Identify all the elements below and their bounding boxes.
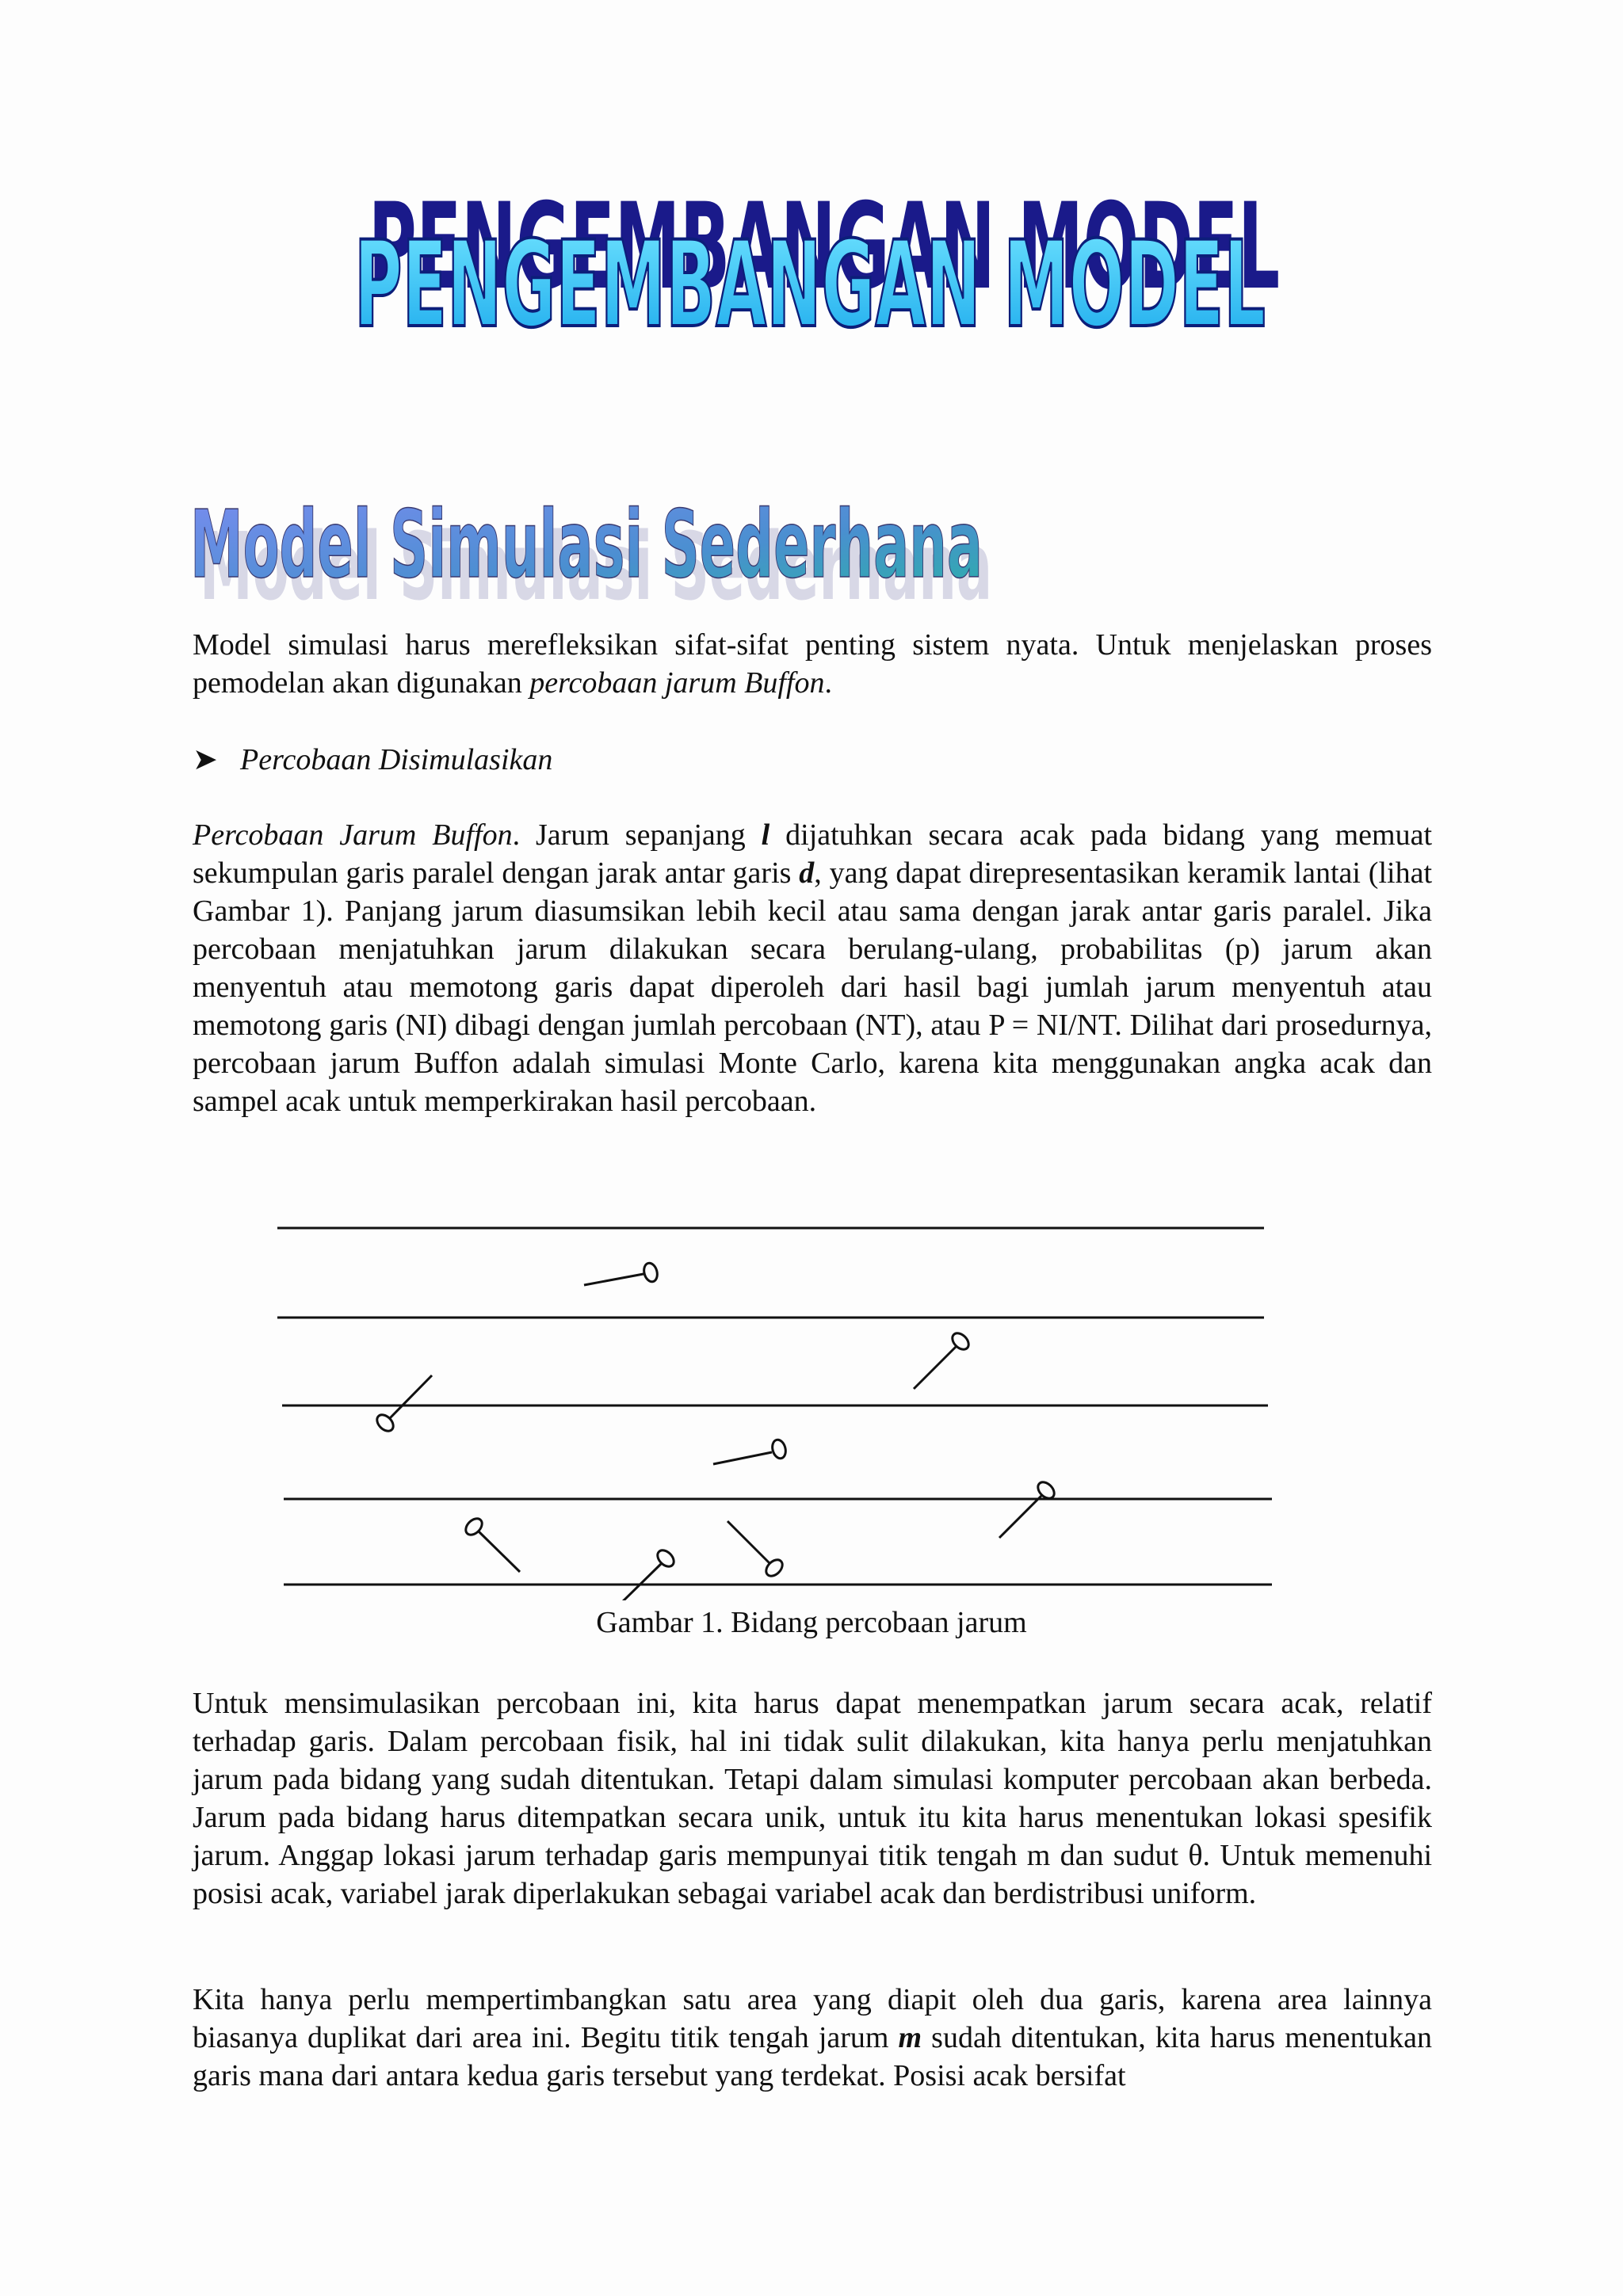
wordart-sub-shadow: Model Simulasi Sederhana bbox=[200, 512, 992, 610]
buffon-text-3: , yang dapat direpresentasikan keramik lantai (lihat Gambar 1). Panjang jarum diasumsikan lebih kecil atau sama dengan jarak antar garis paralel. Jika percobaan menjatuhkan jarum dilakukan secara berulang-ulang, probabilitas (p) jarum akan menyentuh atau memotong garis dapat diperoleh dari hasil bagi jumlah jarum menyentuh atau memotong garis (NI) dibagi dengan jumlah percobaan (NT), atau P = NI/NT. Dilihat dari prosedurnya, percobaan jarum Buffon adalah simulasi Monte Carlo, karena kita menggunakan angka acak dan sampel acak untuk memperkirakan hasil percobaan. bbox=[193, 856, 1432, 1118]
buffon-paragraph bbox=[193, 816, 1432, 1120]
intro-text-2: . bbox=[824, 666, 832, 700]
needle-figure bbox=[269, 1212, 1284, 1600]
bullet-label: Percobaan Disimulasikan bbox=[240, 743, 553, 776]
simulation-paragraph bbox=[193, 1684, 1432, 1913]
needle bbox=[463, 1516, 520, 1572]
bullet-item bbox=[193, 741, 552, 779]
arrow-bullet-icon: ➤ bbox=[193, 743, 218, 776]
buffon-text-2: dijatuhkan secara acak pada bidang yang memuat sekumpulan garis paralel dengan jarak antar garis bbox=[193, 818, 1433, 890]
wordart-sub-title-graphic bbox=[189, 483, 1013, 610]
wordart-sub-text: Model Simulasi Sederhana bbox=[190, 490, 983, 599]
area-paragraph bbox=[193, 1981, 1432, 2095]
wordart-main-shadow: PENGEMBANGAN MODEL bbox=[369, 178, 1280, 316]
buffon-text-1: . Jarum sepanjang bbox=[512, 818, 762, 852]
buffon-lead: Percobaan Jarum Buffon bbox=[193, 818, 513, 852]
intro-paragraph bbox=[193, 626, 1432, 702]
intro-italic: percobaan jarum Buffon bbox=[529, 666, 825, 700]
needle bbox=[584, 1261, 659, 1285]
figure-caption: Gambar 1. Bidang percobaan jarum bbox=[596, 1606, 1027, 1639]
wordart-main-title bbox=[0, 170, 1623, 353]
wordart-main-text: PENGEMBANGAN MODEL bbox=[354, 216, 1266, 353]
needle bbox=[999, 1479, 1057, 1538]
needle bbox=[713, 1438, 788, 1464]
area-text-2: sudah ditentukan, kita harus menentukan garis mana dari antara kedua garis tersebut yang terdekat. Posisi acak bersifat bbox=[193, 2021, 1432, 2092]
needle bbox=[619, 1547, 677, 1600]
variable-d: d bbox=[799, 856, 815, 890]
variable-l: l bbox=[761, 818, 770, 852]
needle bbox=[727, 1521, 785, 1579]
wordart-sub-title bbox=[189, 483, 1013, 614]
needle bbox=[914, 1330, 972, 1389]
variable-m: m bbox=[898, 2021, 922, 2054]
intro-text-1: Model simulasi harus merefleksikan sifat-sifat penting sistem nyata. Untuk menjelaskan proses pemodelan akan digunakan bbox=[193, 628, 1432, 700]
area-text-1: Kita hanya perlu mempertimbangkan satu area yang diapit oleh dua garis, karena area lainnya biasanya duplikat dari area ini. Begitu titik tengah jarum bbox=[193, 1983, 1432, 2054]
simulation-text: Untuk mensimulasikan percobaan ini, kita harus dapat menempatkan jarum secara acak, relatif terhadap garis. Dalam percobaan fisik, hal ini tidak sulit dilakukan, kita hanya perlu menjatuhkan jarum pada bidang yang sudah ditentukan. Tetapi dalam simulasi komputer percobaan akan berbeda. Jarum pada bidang harus ditempatkan secara unik, untuk itu kita harus menentukan lokasi spesifik jarum. Anggap lokasi jarum terhadap garis mempunyai titik tengah m dan sudut θ. Untuk memenuhi posisi acak, variabel jarak diperlakukan sebagai variabel acak dan berdistribusi uniform. bbox=[193, 1687, 1432, 1910]
wordart-main-title-graphic bbox=[320, 170, 1303, 353]
